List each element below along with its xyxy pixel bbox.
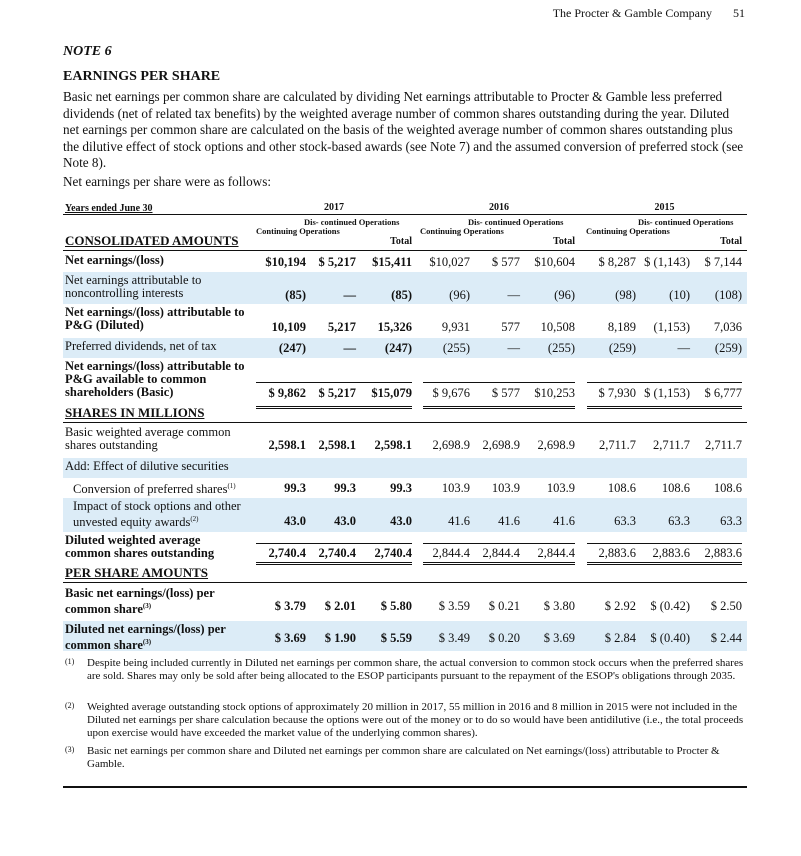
subheader-total: Total	[720, 236, 742, 247]
cell-value: $ 8,287	[598, 255, 636, 269]
row-label-text: Basic weighted average common shares outstanding	[65, 425, 231, 452]
row-label-text: Diluted net earnings/(loss) per common share	[65, 622, 226, 653]
cell-value: $ 0.20	[488, 631, 520, 645]
year-header: 2016	[489, 202, 509, 213]
year-header: 2017	[324, 202, 344, 213]
cell-value: 15,326	[377, 320, 412, 334]
cell-value: 2,698.9	[432, 438, 470, 452]
row-label	[65, 460, 245, 473]
row-label-text: Net earnings/(loss) attributable to P&G available to common shareholders (Basic)	[65, 359, 245, 399]
cell-value: $ (0.42)	[650, 599, 690, 613]
cell-value: $ 3.79	[274, 599, 306, 613]
bottom-rule	[63, 786, 747, 788]
row-label	[65, 623, 245, 652]
cell-value: 2,740.4	[318, 546, 356, 560]
row-label	[65, 340, 245, 353]
cell-value: 2,698.9	[482, 438, 520, 452]
cell-value: (1,153)	[653, 320, 690, 334]
row-label-text: Preferred dividends, net of tax	[65, 339, 217, 353]
cell-value: 108.6	[661, 481, 690, 495]
footnote-mark: (3)	[65, 745, 75, 754]
cell-value: (247)	[278, 341, 306, 355]
cell-value: $ 2.44	[710, 631, 742, 645]
cell-value: 7,036	[713, 320, 742, 334]
cell-value: (96)	[449, 288, 470, 302]
cell-value: $10,194	[265, 255, 306, 269]
total-underline	[256, 382, 412, 383]
row-label	[65, 426, 245, 452]
section-consolidated: CONSOLIDATED AMOUNTS	[65, 233, 239, 248]
cell-value: 2,844.4	[432, 546, 470, 560]
subheader-continuing: Continuing Operations	[256, 226, 340, 236]
section-rule	[63, 250, 747, 251]
subheader-continuing: Continuing Operations	[586, 226, 670, 236]
header-top-rule	[63, 214, 747, 215]
footnote-ref: (1)	[227, 482, 236, 490]
footnote-ref: (3)	[142, 638, 152, 646]
cell-value: $10,604	[534, 255, 575, 269]
cell-value: $ 2.01	[324, 599, 356, 613]
cell-value: $ 5,217	[318, 255, 356, 269]
section-rule	[63, 582, 747, 583]
cell-value: (85)	[391, 288, 412, 302]
cell-value: $ 7,144	[704, 255, 742, 269]
footnote-text: Despite being included currently in Diluted net earnings per common share, the actual conversion to common stock occurs when the preferred shares are sold. Shares may only be sold after being allocated to the ESOP participants pursuant to the repayment of the ESOP's obligations through 2035.	[87, 657, 744, 682]
cell-value: (85)	[285, 288, 306, 302]
cell-value: $ 3.69	[543, 631, 575, 645]
footnote-mark: (2)	[65, 701, 75, 710]
subheader-discontinued: Dis- continued Operations	[468, 217, 564, 227]
cell-value: 99.3	[390, 481, 412, 495]
cell-value: 2,698.9	[537, 438, 575, 452]
cell-value: $ 0.21	[488, 599, 520, 613]
cell-value: 63.3	[668, 514, 690, 528]
total-underline	[423, 406, 575, 409]
cell-value: (10)	[669, 288, 690, 302]
cell-value: 2,883.6	[652, 546, 690, 560]
row-label	[73, 500, 249, 529]
cell-value: 577	[501, 320, 520, 334]
footnote-text: Basic net earnings per common share and Diluted net earnings per common share are calculated on Net earnings/(loss) attributable to Procter & Gamble.	[87, 745, 720, 770]
cell-value: $ 5.59	[380, 631, 412, 645]
cell-value: —	[507, 288, 520, 302]
company-name: The Procter & Gamble Company	[552, 6, 712, 20]
cell-value: $15,411	[372, 255, 412, 269]
total-underline	[587, 562, 742, 565]
cell-value: 10,109	[271, 320, 306, 334]
cell-value: —	[507, 341, 520, 355]
cell-value: $ (1,143)	[644, 255, 690, 269]
page-header	[553, 6, 745, 21]
cell-value: $ 5.80	[380, 599, 412, 613]
cell-value: 103.9	[441, 481, 470, 495]
cell-value: 63.3	[614, 514, 636, 528]
cell-value: $ 577	[491, 255, 520, 269]
section-shares: SHARES IN MILLIONS	[65, 405, 205, 420]
row-label	[65, 587, 245, 616]
cell-value: 2,598.1	[268, 438, 306, 452]
cell-value: (259)	[608, 341, 636, 355]
total-underline	[423, 382, 575, 383]
cell-value: $ 3.59	[438, 599, 470, 613]
cell-value: 2,883.6	[704, 546, 742, 560]
footnote-mark: (1)	[65, 657, 75, 666]
cell-value: (108)	[714, 288, 742, 302]
years-label: Years ended June 30	[65, 203, 153, 214]
cell-value: (96)	[554, 288, 575, 302]
total-underline	[256, 543, 412, 544]
intro-paragraph: Basic net earnings per common share are calculated by dividing Net earnings attributable to Procter & Gamble less preferred dividends (net of related tax benefits) by the weighted average number of common shares outstanding during the year. Diluted net earnings per common share are calculated on the basis of the weighted average number of common shares outstanding plus the dilutive effect of stock options and other stock-based awards (see Note 7) and the assumed conversion of preferred stock (see Note 8).	[63, 89, 744, 170]
cell-value: $15,079	[371, 386, 412, 400]
cell-value: 99.3	[284, 481, 306, 495]
cell-value: 108.6	[713, 481, 742, 495]
subheader-total: Total	[390, 236, 412, 247]
section-title: EARNINGS PER SHARE	[63, 69, 221, 84]
cell-value: $ 3.49	[438, 631, 470, 645]
cell-value: 2,598.1	[374, 438, 412, 452]
cell-value: 2,844.4	[482, 546, 520, 560]
subheader-total: Total	[553, 236, 575, 247]
row-label-text: Net earnings/(loss)	[65, 253, 164, 267]
row-label-text: Net earnings attributable to noncontrolling interests	[65, 273, 202, 300]
cell-value: 5,217	[327, 320, 356, 334]
row-label-text: Basic net earnings/(loss) per common share	[65, 586, 215, 617]
cell-value: $ 3.80	[543, 599, 575, 613]
row-label	[65, 306, 245, 332]
cell-value: 41.6	[498, 514, 520, 528]
cell-value: $ 7,930	[598, 386, 636, 400]
cell-value: 2,711.7	[598, 438, 636, 452]
cell-value: —	[343, 288, 356, 302]
cell-value: $ 6,777	[704, 386, 742, 400]
row-label	[65, 534, 245, 560]
row-label-text: Net earnings/(loss) attributable to P&G (Diluted)	[65, 305, 245, 332]
cell-value: 2,844.4	[537, 546, 575, 560]
cell-value: 99.3	[334, 481, 356, 495]
cell-value: 2,883.6	[598, 546, 636, 560]
cell-value: $ 2.50	[710, 599, 742, 613]
section-per-share: PER SHARE AMOUNTS	[65, 565, 209, 580]
cell-value: —	[677, 341, 690, 355]
cell-value: 2,740.4	[374, 546, 412, 560]
subheader-discontinued: Dis- continued Operations	[638, 217, 734, 227]
cell-value: —	[343, 341, 356, 355]
cell-value: 2,711.7	[704, 438, 742, 452]
total-underline	[423, 562, 575, 565]
cell-value: (259)	[714, 341, 742, 355]
row-label-text: Add: Effect of dilutive securities	[65, 459, 229, 473]
row-label-text: Diluted weighted average common shares outstanding	[65, 533, 215, 560]
cell-value: 8,189	[607, 320, 636, 334]
subheader-discontinued: Dis- continued Operations	[304, 217, 400, 227]
year-header: 2015	[654, 202, 675, 213]
cell-value: 10,508	[540, 320, 575, 334]
row-label	[65, 274, 245, 300]
cell-value: 43.0	[284, 514, 306, 528]
cell-value: 41.6	[553, 514, 575, 528]
footnote-text: Weighted average outstanding stock options of approximately 20 million in 2017, 55 million in 2016 and 8 million in 2015 were not included in the Diluted net earnings per share calculation because the options were out of the money or to do so would have been antidilutive (i.e., the total proceeds upon exercise would have exceeded the market value of the underlying common shares).	[87, 701, 744, 739]
cell-value: (255)	[547, 341, 575, 355]
cell-value: 2,711.7	[652, 438, 690, 452]
cell-value: (255)	[442, 341, 470, 355]
footnote-ref: (2)	[190, 515, 199, 523]
cell-value: $ (0.40)	[650, 631, 690, 645]
cell-value: $ (1,153)	[644, 386, 690, 400]
cell-value: $ 9,862	[268, 386, 306, 400]
cell-value: 9,931	[441, 320, 470, 334]
cell-value: 63.3	[720, 514, 742, 528]
cell-value: $ 2.92	[604, 599, 636, 613]
cell-value: $10,253	[534, 386, 575, 400]
note-label: NOTE 6	[63, 44, 112, 59]
row-label	[65, 360, 245, 399]
cell-value: 43.0	[334, 514, 356, 528]
footnote-ref: (3)	[142, 602, 152, 610]
total-underline	[587, 406, 742, 409]
cell-value: $ 9,676	[432, 386, 470, 400]
cell-value: $ 1.90	[324, 631, 356, 645]
section-rule	[63, 422, 747, 423]
cell-value: 108.6	[607, 481, 636, 495]
row-label	[65, 254, 245, 267]
row-label-text: Impact of stock options and other unvested equity awards	[73, 499, 241, 530]
cell-value: $ 2.84	[604, 631, 636, 645]
cell-value: $ 3.69	[274, 631, 306, 645]
cell-value: 103.9	[546, 481, 575, 495]
total-underline	[256, 562, 412, 565]
subheader-continuing: Continuing Operations	[420, 226, 504, 236]
row-label-text: Conversion of preferred shares	[73, 482, 228, 497]
total-underline	[423, 543, 575, 544]
total-underline	[587, 382, 742, 383]
cell-value: (247)	[384, 341, 412, 355]
total-underline	[587, 543, 742, 544]
row-label	[73, 480, 249, 496]
total-underline	[256, 406, 412, 409]
cell-value: $ 5,217	[318, 386, 356, 400]
intro-sentence: Net earnings per share were as follows:	[63, 174, 271, 189]
cell-value: 43.0	[390, 514, 412, 528]
page-number: 51	[733, 6, 745, 20]
cell-value: 103.9	[491, 481, 520, 495]
cell-value: (98)	[615, 288, 636, 302]
cell-value: $ 577	[491, 386, 520, 400]
cell-value: 2,740.4	[268, 546, 306, 560]
cell-value: 2,598.1	[318, 438, 356, 452]
cell-value: $10,027	[429, 255, 470, 269]
cell-value: 41.6	[448, 514, 470, 528]
